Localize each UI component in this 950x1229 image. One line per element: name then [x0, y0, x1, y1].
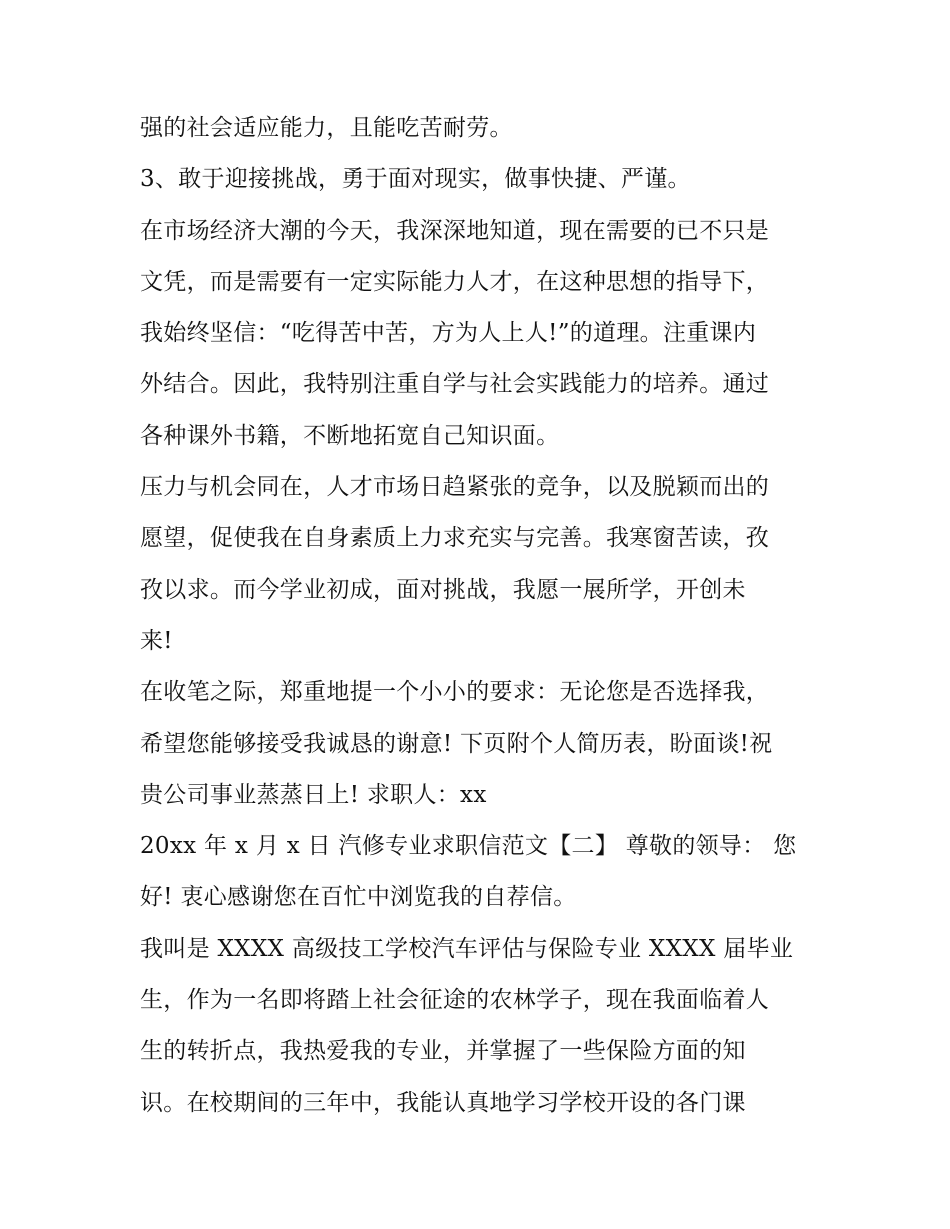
text-line: 我始终坚信：“吃得苦中苦，方为人上人!”的道理。注重课内 — [140, 320, 757, 347]
text-line: 好! 衷心感谢您在百忙中浏览我的自荐信。 — [140, 884, 577, 911]
text-line: 生，作为一名即将踏上社会征途的农林学子，现在我面临着人 — [140, 987, 770, 1014]
text-line: 3、敢于迎接挑战，勇于面对现实，做事快捷、严谨。 — [140, 166, 691, 193]
text-line: 生的转折点，我热爱我的专业，并掌握了一些保险方面的知 — [140, 1038, 746, 1065]
text-line: 各种课外书籍，不断地拓宽自己知识面。 — [140, 422, 560, 449]
text-line: 在收笔之际，郑重地提一个小小的要求：无论您是否选择我， — [140, 679, 770, 706]
text-line: 外结合。因此，我特别注重自学与社会实践能力的培养。通过 — [140, 371, 770, 398]
text-line: 识。在校期间的三年中，我能认真地学习学校开设的各门课 — [140, 1089, 746, 1116]
text-line: 愿望，促使我在自身素质上力求充实与完善。我寒窗苦读，孜 — [140, 525, 770, 552]
text-line: 希望您能够接受我诚恳的谢意! 下页附个人简历表，盼面谈!祝 — [140, 730, 773, 757]
text-line: 20xx 年 x 月 x 日 汽修专业求职信范文【二】 尊敬的领导： 您 — [140, 833, 797, 860]
text-line: 压力与机会同在，人才市场日趋紧张的竞争，以及脱颖而出的 — [140, 474, 770, 501]
text-line: 在市场经济大潮的今天，我深深地知道，现在需要的已不只是 — [140, 217, 770, 244]
text-line: 文凭，而是需要有一定实际能力人才，在这种思想的指导下， — [140, 268, 770, 295]
text-line: 来! — [140, 627, 173, 654]
document-body — [140, 103, 820, 1129]
text-line: 贵公司事业蒸蒸日上! 求职人：xx — [140, 781, 487, 808]
text-line: 孜以求。而今学业初成，面对挑战，我愿一展所学，开创未 — [140, 576, 746, 603]
text-line: 强的社会适应能力，且能吃苦耐劳。 — [140, 115, 513, 141]
text-line: 我叫是 XXXX 高级技工学校汽车评估与保险专业 XXXX 届毕业 — [140, 935, 794, 962]
